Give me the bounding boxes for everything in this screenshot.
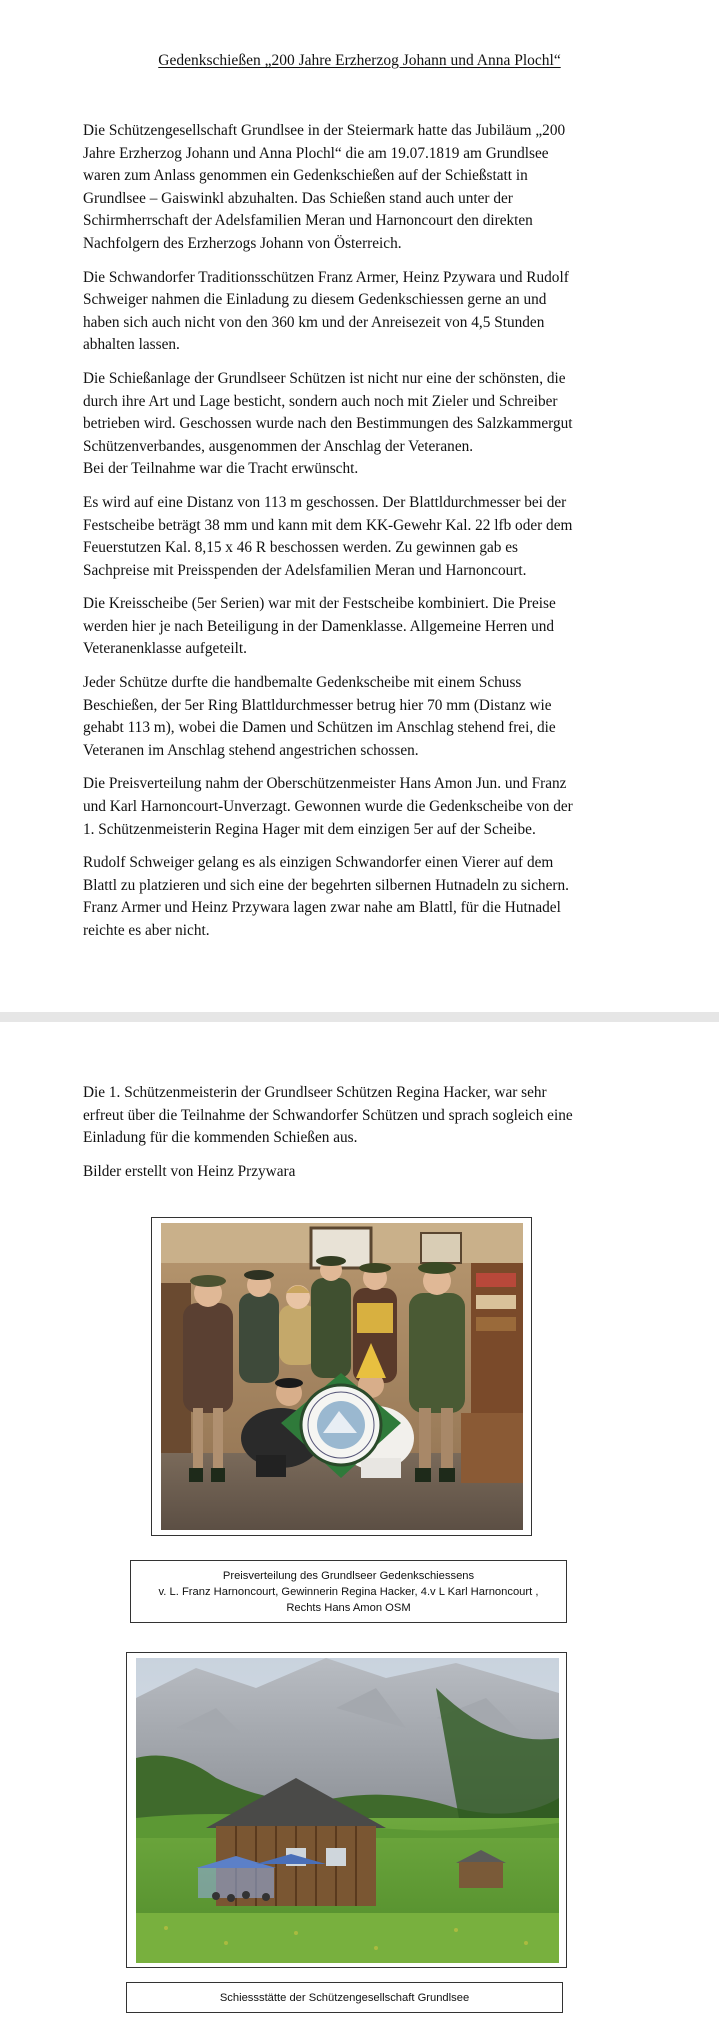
group-photo xyxy=(161,1223,523,1530)
paragraph-participants: Die Schwandorfer Traditionsschützen Franz Armer, Heinz Pzywara und Rudolf Schweiger nahmen die Einladung zu diesem Gedenkschiessen gerne an und haben sich auch nicht von den 360 km und der Anreisezeit von 4,5 Stunden abhalten lassen. xyxy=(83,268,569,354)
paragraph-awards: Die Preisverteilung nahm der Oberschützenmeister Hans Amon Jun. und Franz und Karl Harnoncourt-Unverzagt. Gewonnen wurde die Gedenkscheibe von der 1. Schützenmeisterin Regina Hager mit dem einzigen 5er auf der Scheibe. xyxy=(83,775,573,838)
paragraph-target: Die Kreisscheibe (5er Serien) war mit der Festscheibe kombiniert. Die Preise werden hier je nach Beteiligung in der Damenklasse. Allgemeine Herren und Veteranenklasse aufgeteilt. xyxy=(83,595,556,658)
range-photo-frame xyxy=(126,1652,567,1968)
paragraph-distance: Es wird auf eine Distanz von 113 m geschossen. Der Blattldurchmesser bei der Festscheibe beträgt 38 mm und kann mit dem KK-Gewehr Kal. 22 lfb oder dem Feuerstutzen Kal. 8,15 x 46 R beschossen werden. Zu gewinnen gab es Sachpreise mit Preisspenden der Adelsfamilien Meran und Harnoncourt. xyxy=(83,493,573,579)
caption-line: v. L. Franz Harnoncourt, Gewinnerin Regina Hacker, 4.v L Karl Harnoncourt , xyxy=(158,1585,539,1598)
page-separator xyxy=(0,1012,719,1022)
range-photo xyxy=(136,1658,559,1963)
page1-body xyxy=(83,120,639,954)
paragraph-intro: Die Schützengesellschaft Grundlsee in der Steiermark hatte das Jubiläum „200 Jahre Erzherzog Johann und Anna Plochl“ die am 19.07.1819 am Grundlsee waren zum Anlass genommen ein Gedenkschießen auf der Schießstatt in Grundlsee – Gaiswinkl abzuhalten. Das Schießen stand auch unter der Schirmherrschaft der Adelsfamilien Meran und Harnoncourt den direkten Nachfolgern des Erzherzogs Johann von Österreich. xyxy=(83,122,566,252)
caption-line: Schiessstätte der Schützengesellschaft Grundlsee xyxy=(219,1991,470,2004)
document-page-1 xyxy=(0,0,719,1012)
paragraph-photo-credit: Bilder erstellt von Heinz Przywara xyxy=(83,1162,296,1180)
caption-line: Preisverteilung des Grundlseer Gedenkschiessens xyxy=(222,1569,475,1582)
range-photo-caption xyxy=(126,1982,563,2013)
document-page-2 xyxy=(0,1022,719,2038)
paragraph-memorial-target: Jeder Schütze durfte die handbemalte Gedenkscheibe mit einem Schuss Beschießen, der 5er Ring Blattldurchmesser betrug hier 70 mm (Distanz wie gehabt 113 m), wobei die Damen und Schützen im Anschlag stehend frei, die Veteranen im Anschlag stehend angestrichen schossen. xyxy=(83,674,556,759)
group-photo-frame xyxy=(151,1217,532,1536)
caption-line: Rechts Hans Amon OSM xyxy=(286,1601,411,1614)
paragraph-range: Die Schießanlage der Grundlseer Schützen ist nicht nur eine der schönsten, die durch ihre Art und Lage besticht, sondern auch noch mit Zieler und Schreiber betrieben wird. Geschossen wurde nach den Bestimmungen des Salzkammergut Schützenverbandes, ausgenommen der Anschlag der Veteranen. Bei der Teilnahme war die Tracht erwünscht. xyxy=(83,369,573,478)
page2-body xyxy=(83,1082,639,1194)
document-title: Gedenkschießen „200 Jahre Erzherzog Johann und Anna Plochl“ xyxy=(158,52,561,69)
paragraph-results: Rudolf Schweiger gelang es als einzigen Schwandorfer einen Vierer auf dem Blattl zu platzieren und sich eine der begehrten silbernen Hutnadeln zu sichern. Franz Armer und Heinz Przywara lagen zwar nahe am Blattl, für die Hutnadel reichte es aber nicht. xyxy=(83,854,569,939)
group-photo-caption xyxy=(130,1560,567,1623)
paragraph-invitation: Die 1. Schützenmeisterin der Grundlseer Schützen Regina Hacker, war sehr erfreut über die Teilnahme der Schwandorfer Schützen und sprach sogleich eine Einladung für die kommenden Schießen aus. xyxy=(83,1084,573,1147)
